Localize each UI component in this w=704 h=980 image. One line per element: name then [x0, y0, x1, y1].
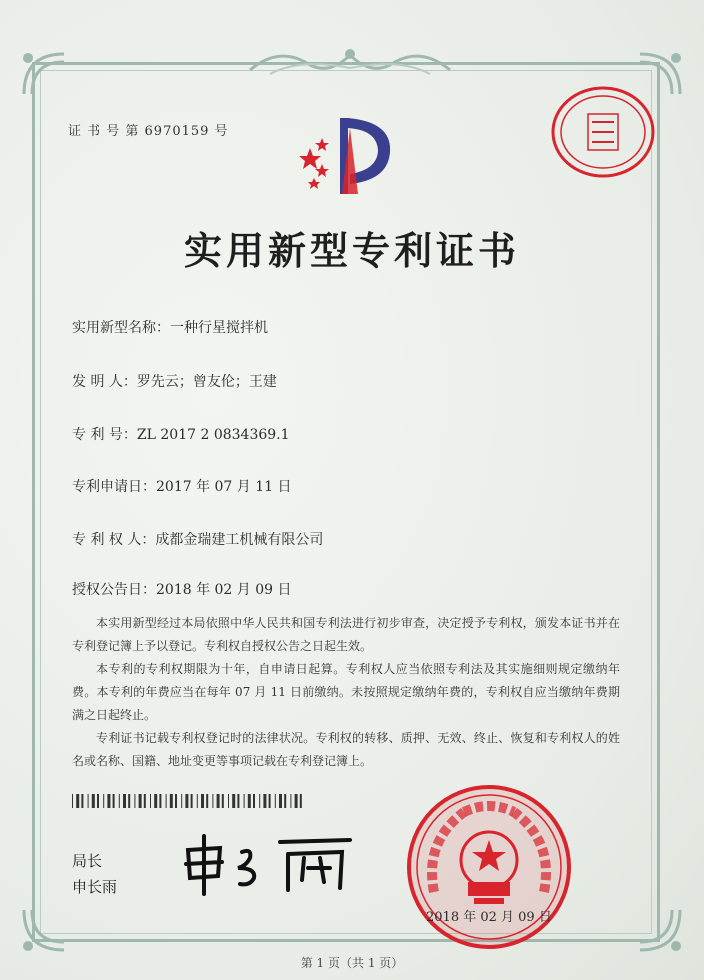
patentee-field — [72, 529, 323, 549]
patent-number-label: 专 利 号： — [72, 427, 137, 443]
barcode — [72, 794, 302, 808]
utility-model-name-field — [72, 317, 268, 337]
certificate-number: 证 书 号 第 6970159 号 — [68, 124, 229, 139]
body-paragraph: 本专利的专利权期限为十年，自申请日起算。专利权人应当依照专利法及其实施细则规定缴纳年费。本专利的年费应当在每年 07 月 11 日前缴纳。未按照规定缴纳年费的，专利权自应当缴纳年费期满之日起终止。 — [72, 662, 620, 722]
patentee-value: 成都金瑞建工机械有限公司 — [155, 532, 324, 548]
director-signature — [180, 828, 360, 898]
grant-date-field — [72, 579, 292, 599]
grant-date-value: 2018 年 02 月 09 日 — [156, 582, 292, 598]
utility-model-name-label: 实用新型名称： — [72, 320, 170, 336]
inventors-value: 罗先云；曾友伦；王建 — [136, 374, 277, 390]
patentee-label: 专 利 权 人： — [72, 532, 156, 548]
top-ornament — [240, 40, 460, 80]
application-date-label: 专利申请日： — [72, 479, 156, 495]
issue-date: 2018 年 02 月 09 日 — [426, 910, 552, 925]
body-paragraph: 专利证书记载专利权登记时的法律状况。专利权的转移、质押、无效、终止、恢复和专利权人的姓名或名称、国籍、地址变更等事项记载在专利登记簿上。 — [72, 731, 620, 768]
official-seal — [404, 782, 574, 952]
patent-number-field — [72, 424, 290, 444]
patent-number-value: ZL 2017 2 0834369.1 — [136, 427, 290, 443]
corner-ornament — [14, 44, 74, 104]
inventors-field — [72, 371, 277, 391]
corner-ornament — [14, 900, 74, 960]
utility-model-name-value: 一种行星搅拌机 — [170, 320, 268, 336]
inventors-label: 发 明 人： — [72, 374, 137, 390]
grant-date-label: 授权公告日： — [72, 582, 156, 598]
bureau-director-name: 申长雨 — [72, 878, 118, 896]
registration-stamp — [548, 82, 658, 182]
application-date-field — [72, 476, 292, 496]
application-date-value: 2017 年 07 月 11 日 — [156, 479, 292, 495]
body-paragraph: 本实用新型经过本局依照中华人民共和国专利法进行初步审查，决定授予专利权，颁发本证书并在专利登记簿上予以登记。专利权自授权公告之日起生效。 — [72, 616, 620, 653]
bureau-title: 局长 — [72, 852, 103, 870]
page-number: 第 1 页（共 1 页） — [300, 956, 404, 970]
corner-ornament — [630, 900, 690, 960]
certificate-title: 实用新型专利证书 — [183, 229, 520, 273]
patent-office-logo — [292, 108, 402, 198]
